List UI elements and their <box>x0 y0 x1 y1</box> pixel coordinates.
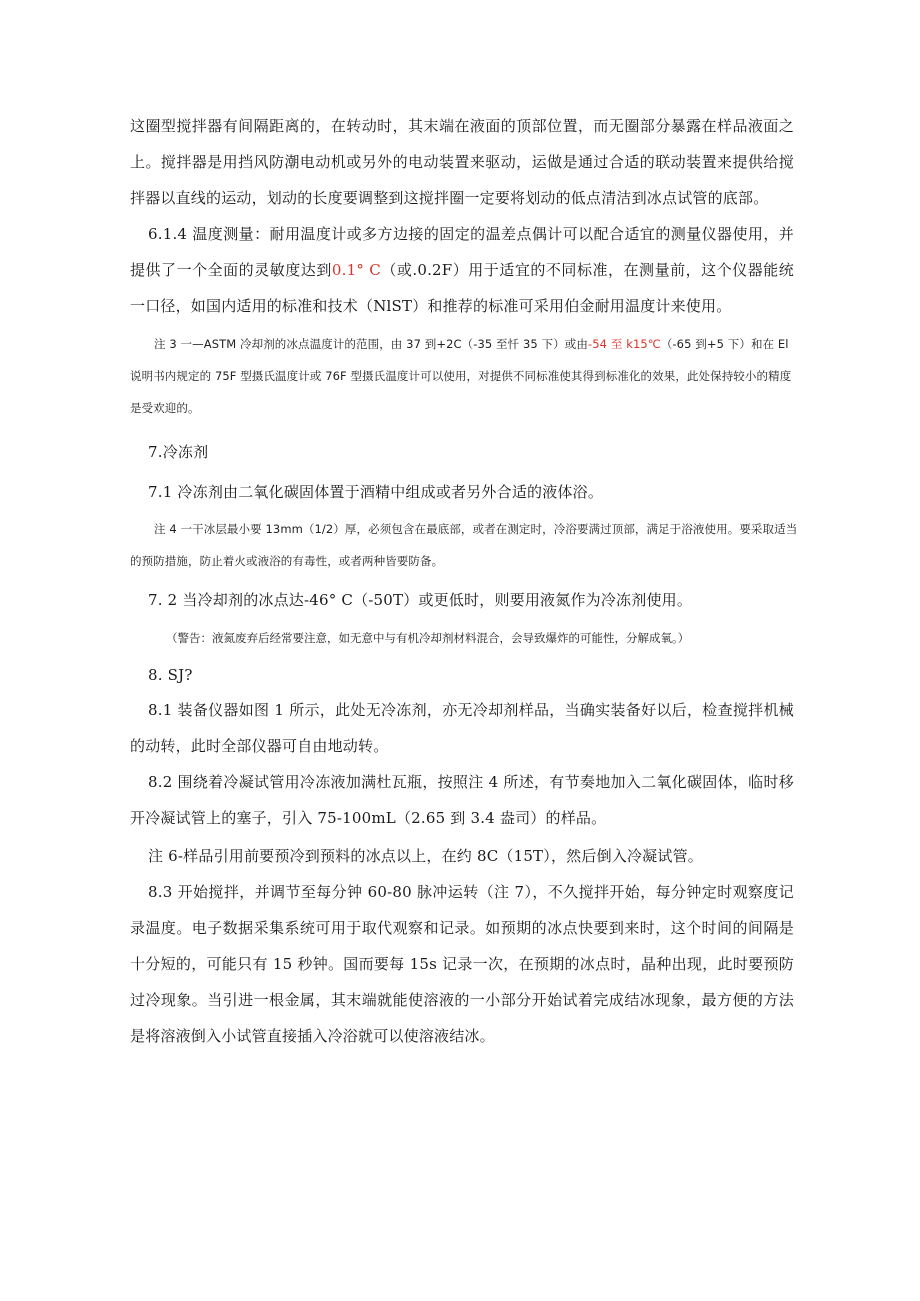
paragraph-8-3: 8.3 开始搅拌，并调节至每分钟 60-80 脉冲运转（注 7），不久搅拌开始，每分钟定时观察度记录温度。电子数据采集系统可用于取代观察和记录。如预期的冰点快要到来时，这个时间的间隔是十分短的，可能只有 15 秒钟。国而要每 15s 记录一次，在预期的冰点时，晶种出现，此时要预防过冷现象。当引进一根金属，其末端就能使溶液的一小部分开始试着完成结冰现象，最方便的方法是将溶液倒入小试管直接插入冷浴就可以使溶液结冰。 <box>130 883 794 1045</box>
paragraph-7-2: 7. 2 当冷却剂的冰点达-46° C（-50T）或更低时，则要用液氮作为冷冻剂使用。 <box>148 591 693 609</box>
section-8-heading: 8. SJ? <box>148 666 193 684</box>
sensitivity-value: 0.1° C <box>331 261 381 279</box>
note-4: 注 4 一干冰层最小要 13mm（1/2）厚，必须包含在最底部，或者在测定时，冷浴要满过顶部，满足于浴液使用。要采取适当的预防措施，防止着火或液浴的有毒性，或者两种皆要防备。 <box>130 522 798 568</box>
note-6: 注 6-样品引用前要预冷到预料的冰点以上，在约 8C（15T），然后倒入冷凝试管。 <box>148 847 703 865</box>
warning-note: （警告：液氮废弃后经常要注意，如无意中与有机冷却剂材料混合，会导致爆炸的可能性，分解成氧。） <box>166 631 690 645</box>
note-3-text-a: 注 3 一—ASTM 冷却剂的冰点温度计的范围，由 37 到+2C（-35 至忏 35 下）或由 <box>154 337 589 351</box>
paragraph-6-1-4-text-a: 6.1.4 温度测量：耐用温度计或多方边接的固定的温差点偶计可以配合适宜的测量仪器使用，并提供了一个全面的灵敏度达到 <box>130 225 794 279</box>
paragraph-6-1-4-text-b: （或.0.2F）用于适宜的不同标准，在测量前，这个仪器能统一口径，如国内适用的标准和技术（NlST）和推荐的标准可采用伯金耐用温度计来使用。 <box>130 261 794 315</box>
section-7-heading: 7.冷冻剂 <box>148 443 209 461</box>
note-3 <box>130 328 800 424</box>
note-3-range: -54 至 k15℃ <box>588 337 661 351</box>
paragraph-8-1: 8.1 装备仪器如图 1 所示，此处无冷冻剂，亦无冷却剂样品，当确实装备好以后，检查搅拌机械的动转，此时全部仪器可自由地动转。 <box>130 701 794 755</box>
paragraph-7-1: 7.1 冷冻剂由二氧化碳固体置于酒精中组成或者另外合适的液体浴。 <box>148 483 604 501</box>
paragraph-8-2: 8.2 围绕着冷凝试管用冷冻液加满杜瓦瓶，按照注 4 所述，有节奏地加入二氧化碳固体，临时移开冷凝试管上的塞子，引入 75-100mL（2.65 到 3.4 盎司）的样品。 <box>130 773 794 827</box>
note-3-text-b: （-65 到+5 下）和在 El 说明书内规定的 75F 型摄氏温度计或 76F 型摄氏温度计可以使用，对提供不同标准使其得到标准化的效果，此处保持较小的精度是受欢迎的。 <box>130 337 792 415</box>
paragraph-stirrer: 这圈型搅拌器有间隔距离的，在转动时，其末端在液面的顶部位置，而无圈部分暴露在样品液面之上。搅拌器是用挡风防潮电动机或另外的电动装置来驱动，运做是通过合适的联动装置来提供给搅拌器以直线的运动，划动的长度要调整到这搅拌圈一定要将划动的低点清洁到冰点试管的底部。 <box>130 117 794 207</box>
paragraph-6-1-4-temperature <box>130 216 794 324</box>
